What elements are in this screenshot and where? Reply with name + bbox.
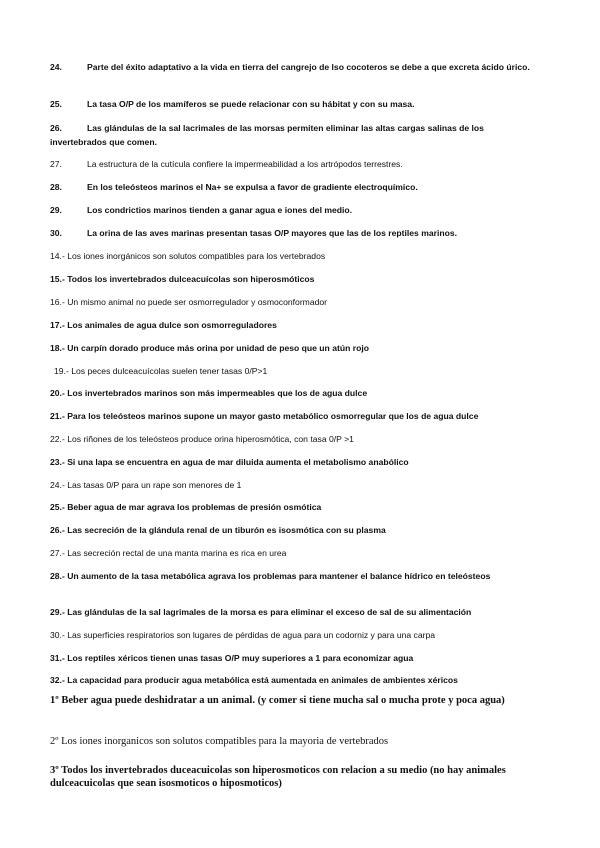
statement-22: 22.- Los riñones de los teleósteos produce orina hiperosmótica, con tasa 0/P >1 (50, 434, 354, 444)
question-27 (50, 157, 540, 171)
note-1: 1º Beber agua puede deshidratar a un animal. (y comer si tiene mucha sal o mucha prote y poca agua) (50, 695, 505, 706)
statement-18: 18.- Un carpín dorado produce más orina por unidad de peso que un atún rojo (50, 343, 369, 353)
question-number: 29. (50, 205, 62, 215)
question-29 (50, 203, 540, 217)
question-number: 30. (50, 228, 62, 238)
statement-30: 30.- Las superficies respiratorios son lugares de pérdidas de agua para un codorniz y para una carpa (50, 630, 436, 640)
statement-32: 32.- La capacidad para producir agua metabólica está aumentada en animales de ambientes xéricos (50, 675, 458, 685)
statement-27: 27.- Las secreción rectal de una manta marina es rica en urea (50, 548, 287, 558)
question-text: Los condrictios marinos tienden a ganar agua e iones del medio. (87, 205, 353, 215)
question-25 (50, 97, 540, 111)
statement-31: 31.- Los reptiles xéricos tienen unas tasas O/P muy superiores a 1 para economizar agua (50, 653, 414, 663)
statement-15: 15.- Todos los invertebrados dulceacuícolas son hiperosmóticos (50, 274, 315, 284)
statement-21: 21.- Para los teleósteos marinos supone un mayor gasto metabólico osmorregular que los de agua dulce (50, 411, 479, 421)
statement-16: 16.- Un mismo animal no puede ser osmorregulador y osmoconformador (50, 297, 328, 307)
question-number: 24. (50, 62, 62, 72)
question-30 (50, 226, 540, 240)
question-number: 26. (50, 123, 62, 133)
note-2: 2º Los iones inorganicos son solutos compatibles para la mayoria de vertebrados (50, 736, 389, 747)
question-text: Las glándulas de la sal lacrimales de las morsas permiten eliminar las altas cargas salinas de los invertebrados que comen. (50, 123, 484, 147)
question-text: Parte del éxito adaptativo a la vida en tierra del cangrejo de lso cocoteros se debe a que excreta ácido úrico. (87, 62, 530, 72)
question-28 (50, 180, 540, 194)
question-text: La tasa O/P de los mamíferos se puede relacionar con su hábitat y con su masa. (87, 99, 415, 109)
question-24 (50, 60, 540, 74)
statement-25: 25.- Beber agua de mar agrava los problemas de presión osmótica (50, 502, 322, 512)
question-number: 25. (50, 99, 62, 109)
question-number: 28. (50, 182, 62, 192)
statement-14: 14.- Los iones inorgánicos son solutos compatibles para los vertebrados (50, 251, 326, 261)
statement-26: 26.- Las secreción de la glándula renal de un tiburón es isosmótica con su plasma (50, 525, 386, 535)
question-26 (50, 121, 540, 149)
question-number: 27. (50, 159, 62, 169)
statement-24: 24.- Las tasas 0/P para un rape son menores de 1 (50, 480, 242, 490)
statement-29: 29.- Las glándulas de la sal lagrimales de la morsa es para eliminar el exceso de sal de su alimentación (50, 607, 472, 617)
question-text: La orina de las aves marinas presentan tasas O/P mayores que las de los reptiles marinos. (87, 228, 458, 238)
statement-19: 19.- Los peces dulceacuícolas suelen tener tasas 0/P>1 (54, 366, 268, 376)
statement-17: 17.- Los animales de agua dulce son osmorreguladores (50, 320, 277, 330)
statement-20: 20.- Los invertebrados marinos son más impermeables que los de agua dulce (50, 388, 368, 398)
statement-23: 23.- Si una lapa se encuentra en agua de mar diluida aumenta el metabolismo anabólico (50, 457, 409, 467)
note-3: 3º Todos los invertebrados duceacuicolas son hiperosmoticos con relacion a su medio (no hay animales dulceacuicolas que sean isosmoticos o hiposmoticos) (50, 765, 506, 789)
question-text: En los teleósteos marinos el Na+ se expulsa a favor de gradiente electroquímico. (87, 182, 418, 192)
statement-28: 28.- Un aumento de la tasa metabólica agrava los problemas para mantener el balance hídrico en teleósteos (50, 571, 491, 581)
question-text: La estructura de la cutícula confiere la impermeabilidad a los artrópodos terrestres. (87, 159, 403, 169)
